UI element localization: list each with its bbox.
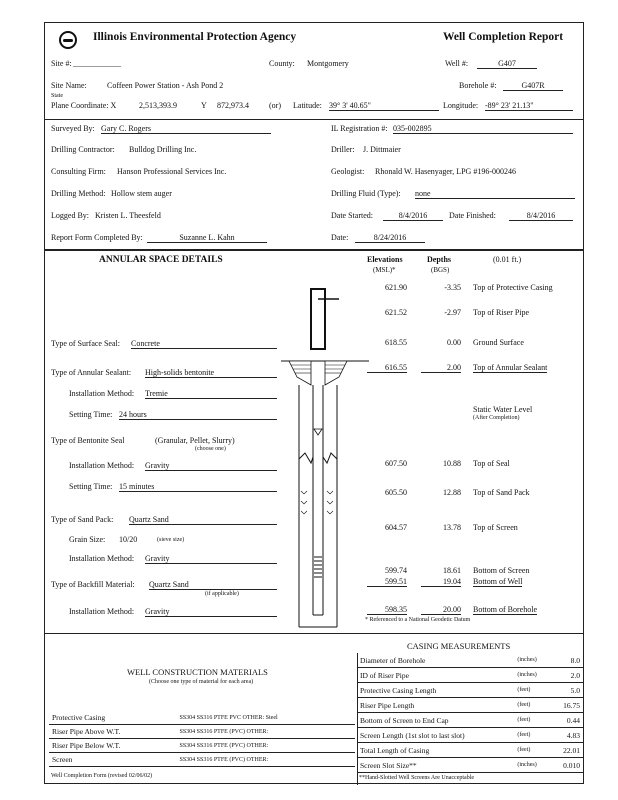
casing-row: [357, 668, 583, 683]
depths-label: Depths: [427, 255, 452, 264]
materials-row: [49, 725, 355, 739]
drilling-method-label: Drilling Method:: [51, 189, 106, 198]
depth-value: -3.35: [444, 283, 461, 292]
date-started-value: 8/4/2016: [383, 211, 443, 221]
annular-setting-time-value: 24 hours: [119, 410, 277, 420]
elevation-value: 599.74: [385, 566, 407, 575]
materials-label: Protective Casing: [49, 711, 176, 725]
annular-sealant-value: High-solids bentonite: [145, 368, 277, 378]
elevation-description: Top of Riser Pipe: [473, 308, 530, 317]
surface-seal-value: Concrete: [131, 339, 277, 349]
drilling-contractor-value: Bulldog Drilling Inc.: [129, 145, 197, 154]
elevation-value: 607.50: [385, 459, 407, 468]
depth-value: 19.04: [421, 577, 461, 587]
bentonite-install-method-label: Installation Method:: [69, 461, 135, 470]
or-label: (or): [269, 101, 281, 110]
elevation-description: Ground Surface: [473, 338, 524, 347]
annular-install-method-value: Tremie: [145, 389, 277, 399]
casing-row: [357, 743, 583, 758]
materials-opts: SS304 SS316 PTFE (PVC) OTHER:: [176, 739, 355, 753]
il-registration-label: IL Registration #:: [331, 124, 388, 133]
borehole-label: Borehole #:: [459, 81, 497, 90]
y-label: Y: [201, 101, 207, 110]
elevation-value: 599.51: [367, 577, 407, 587]
casing-row: [357, 728, 583, 743]
casing-label: Riser Pipe Length: [357, 698, 514, 713]
report-completed-value: Suzanne L. Kahn: [147, 233, 267, 243]
casing-label: Total Length of Casing: [357, 743, 514, 758]
casing-label: Screen Length (1st slot to last slot): [357, 728, 514, 743]
casing-unit: (feet): [514, 728, 550, 743]
elevation-description: Top of Seal: [473, 459, 510, 468]
depth-value: 0.00: [447, 338, 461, 347]
elevation-value: 618.55: [385, 338, 407, 347]
bentonite-install-method-value: Gravity: [145, 461, 277, 471]
backfill-value: Quartz Sand: [149, 580, 277, 590]
illinois-epa-logo-icon: [59, 31, 77, 49]
county-label: County:: [269, 59, 295, 68]
materials-subheading: (Choose one type of material for each area): [149, 679, 254, 685]
elevation-value: 604.57: [385, 523, 407, 532]
casing-unit: (feet): [514, 713, 550, 728]
casing-value: 4.83: [550, 728, 583, 743]
materials-label: Screen: [49, 753, 176, 767]
materials-opts: SS304 SS316 PTFE PVC OTHER: Steel: [176, 711, 355, 725]
depth-value: 12.88: [443, 488, 461, 497]
materials-row: [49, 711, 355, 725]
site-name-label: Site Name:: [51, 81, 87, 90]
surveyed-by-value: Gary C. Rogers: [101, 124, 271, 134]
casing-value: 5.0: [550, 683, 583, 698]
water-level-icon: [314, 429, 322, 435]
form-revision-note: Well Completion Form (revised 02/06/02): [51, 773, 153, 779]
geologist-label: Geologist:: [331, 167, 365, 176]
drilling-contractor-label: Drilling Contractor:: [51, 145, 115, 154]
sand-install-method-value: Gravity: [145, 554, 277, 564]
elevation-description: Top of Protective Casing: [473, 283, 553, 292]
casing-label: Diameter of Borehole: [357, 653, 514, 668]
materials-heading: WELL CONSTRUCTION MATERIALS: [127, 667, 268, 677]
materials-opts: SS304 SS316 PTFE (PVC) OTHER:: [176, 725, 355, 739]
depth-value: 18.61: [443, 566, 461, 575]
agency-title: Illinois Environmental Protection Agency: [93, 31, 297, 43]
bentonite-setting-time-value: 15 minutes: [119, 482, 277, 492]
casing-unit: (feet): [514, 698, 550, 713]
casing-row: [357, 653, 583, 668]
materials-table: [49, 711, 355, 767]
drilling-fluid-label: Drilling Fluid (Type):: [331, 189, 401, 198]
drilling-method-value: Hollow stem auger: [111, 189, 172, 198]
casing-unit: (inches): [514, 758, 550, 773]
surveyed-by-label: Surveyed By:: [51, 124, 95, 133]
longitude-value: -89° 23' 21.13": [485, 101, 573, 111]
casing-unit: (inches): [514, 653, 550, 668]
county-value: Montgomery: [307, 59, 349, 68]
state-label: State: [51, 93, 63, 99]
backfill-install-method-label: Installation Method:: [69, 607, 135, 616]
geologist-value: Rhonald W. Hasenyager, LPG #196-000246: [375, 167, 516, 176]
casing-table: [357, 653, 583, 773]
latitude-label: Latitude:: [293, 101, 322, 110]
elevations-unit: (MSL)*: [373, 266, 396, 274]
date-finished-value: 8/4/2016: [509, 211, 573, 221]
bentonite-choose-note: (choose one): [195, 446, 226, 452]
annular-setting-time-label: Setting Time:: [69, 410, 113, 419]
materials-label: Riser Pipe Below W.T.: [49, 739, 176, 753]
sand-pack-value: Quartz Sand: [129, 515, 277, 525]
consulting-firm-label: Consulting Firm:: [51, 167, 106, 176]
borehole-value: G407R: [503, 81, 563, 91]
site-name-value: Coffeen Power Station - Ash Pond 2: [107, 81, 224, 90]
annular-space-heading: ANNULAR SPACE DETAILS: [99, 255, 223, 265]
y-coordinate-value: 872,973.4: [217, 101, 249, 110]
materials-row: [49, 739, 355, 753]
static-water-label: Static Water Level: [473, 405, 533, 414]
casing-value: 0.44: [550, 713, 583, 728]
casing-footnote: **Hand-Slotted Well Screens Are Unacceptable: [359, 775, 475, 781]
logged-by-label: Logged By:: [51, 211, 89, 220]
elevation-description: Top of Annular Sealant: [473, 363, 548, 372]
bentonite-setting-time-label: Setting Time:: [69, 482, 113, 491]
surface-seal-label: Type of Surface Seal:: [51, 339, 120, 348]
elevation-description: Bottom of Screen: [473, 566, 530, 575]
well-completion-form: [44, 22, 584, 784]
site-number-label: Site #:: [51, 59, 72, 68]
form-title: Well Completion Report: [443, 31, 564, 43]
depth-value: -2.97: [444, 308, 461, 317]
casing-row: [357, 698, 583, 713]
backfill-label: Type of Backfill Material:: [51, 580, 135, 589]
casing-unit: (feet): [514, 743, 550, 758]
if-applicable-note: (if applicable): [205, 591, 239, 597]
casing-value: 16.75: [550, 698, 583, 713]
backfill-install-method-value: Gravity: [145, 607, 277, 617]
casing-unit: (inches): [514, 668, 550, 683]
date-value: 8/24/2016: [355, 233, 425, 243]
consulting-firm-value: Hanson Professional Services Inc.: [117, 167, 227, 176]
bentonite-seal-options: (Granular, Pellet, Slurry): [155, 436, 235, 445]
depth-value: 10.88: [443, 459, 461, 468]
casing-label: Bottom of Screen to End Cap: [357, 713, 514, 728]
screen-slots-shape: [314, 557, 322, 577]
casing-row: [357, 758, 583, 773]
sieve-size-note: (sieve size): [157, 537, 185, 543]
longitude-label: Longitude:: [443, 101, 479, 110]
latitude-value: 39° 3' 40.65": [329, 101, 439, 111]
elevation-value: 598.35: [367, 605, 407, 615]
protective-casing-shape: [311, 289, 325, 349]
logged-by-value: Kristen L. Theesfeld: [95, 211, 161, 220]
date-finished-label: Date Finished:: [449, 211, 496, 220]
depths-unit: (BGS): [431, 266, 450, 274]
materials-label: Riser Pipe Above W.T.: [49, 725, 176, 739]
casing-row: [357, 683, 583, 698]
il-registration-value: 035-002895: [393, 124, 573, 134]
elevation-description: Bottom of Well: [473, 577, 523, 586]
annular-install-method-label: Installation Method:: [69, 389, 135, 398]
precision-note: (0.01 ft.): [493, 255, 522, 264]
date-label: Date:: [331, 233, 349, 242]
x-coordinate-value: 2,513,393.9: [139, 101, 177, 110]
sand-install-method-label: Installation Method:: [69, 554, 135, 563]
grain-size-value: 10/20: [119, 535, 138, 544]
well-number-value: G407: [477, 59, 537, 69]
elevation-value: 621.52: [385, 308, 407, 317]
date-started-label: Date Started:: [331, 211, 373, 220]
site-number-value: ____________: [73, 59, 121, 68]
casing-heading: CASING MEASUREMENTS: [407, 641, 511, 651]
depth-value: 13.78: [443, 523, 461, 532]
casing-label: Protective Casing Length: [357, 683, 514, 698]
drilling-fluid-value: none: [415, 189, 575, 199]
elevation-value: 605.50: [385, 488, 407, 497]
elevation-value: 616.55: [367, 363, 407, 373]
elevation-description: Top of Screen: [473, 523, 518, 532]
casing-label: Screen Slot Size**: [357, 758, 514, 773]
depth-value: 2.00: [421, 363, 461, 373]
materials-row: [49, 753, 355, 767]
casing-value: 22.01: [550, 743, 583, 758]
annular-sealant-label: Type of Annular Sealant:: [51, 368, 132, 377]
elevation-value: 621.90: [385, 283, 407, 292]
reference-note: * Referenced to a National Geodetic Datum: [365, 617, 471, 623]
well-number-label: Well #:: [445, 59, 469, 68]
bentonite-seal-label: Type of Bentonite Seal: [51, 436, 125, 445]
elevation-description: Bottom of Borehole: [473, 605, 537, 614]
grain-size-label: Grain Size:: [69, 535, 106, 544]
elevation-description: Top of Sand Pack: [473, 488, 530, 497]
depth-value: 20.00: [421, 605, 461, 615]
casing-value: 0.010: [550, 758, 583, 773]
casing-unit: (feet): [514, 683, 550, 698]
casing-label: ID of Riser Pipe: [357, 668, 514, 683]
casing-value: 2.0: [550, 668, 583, 683]
casing-row: [357, 713, 583, 728]
well-diagram: [281, 277, 369, 637]
elevations-label: Elevations: [367, 255, 403, 264]
report-completed-label: Report Form Completed By:: [51, 233, 143, 242]
static-water-note: (After Completion): [473, 415, 520, 421]
casing-value: 8.0: [550, 653, 583, 668]
driller-value: J. Dittmaier: [363, 145, 401, 154]
materials-opts: SS304 SS316 PTFE (PVC) OTHER:: [176, 753, 355, 767]
driller-label: Driller:: [331, 145, 355, 154]
plane-coordinate-label: Plane Coordinate: X: [51, 101, 117, 110]
sand-pack-label: Type of Sand Pack:: [51, 515, 114, 524]
